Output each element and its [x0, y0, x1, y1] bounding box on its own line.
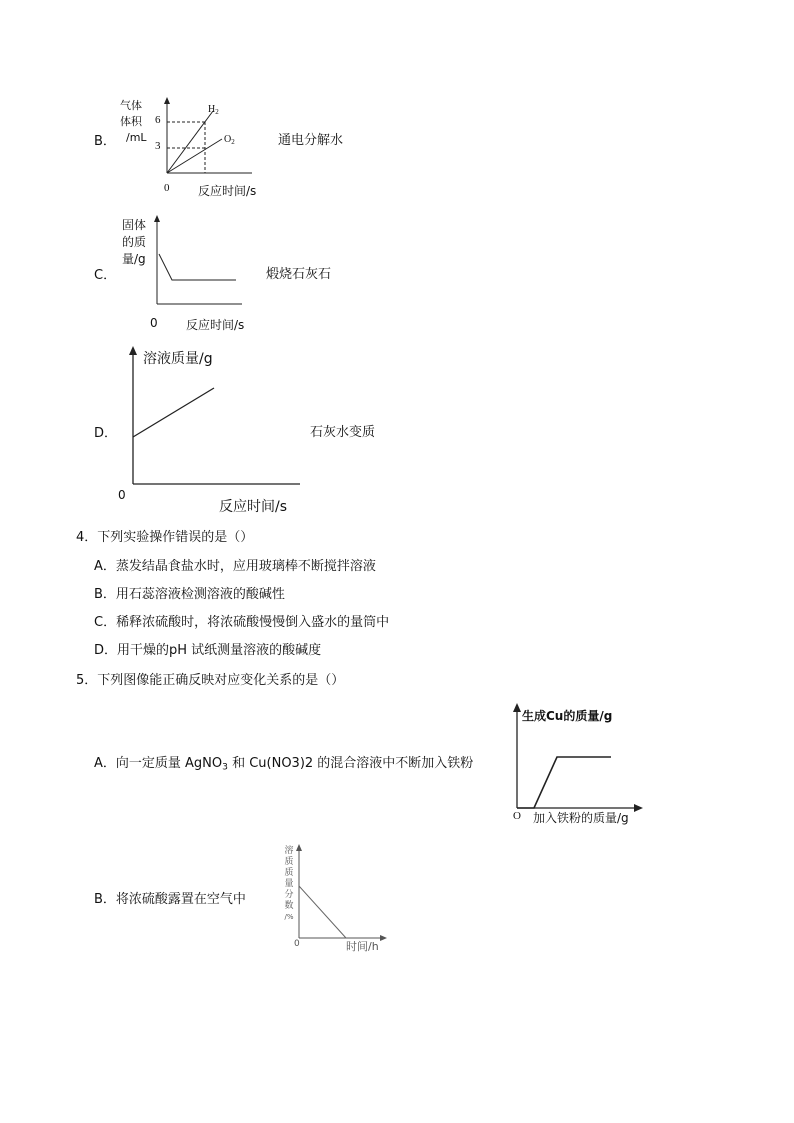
chart-q5a-x-arrow: [634, 804, 643, 812]
chart-c-ylabel-line: 量/g: [122, 252, 146, 266]
chart-q5b-y-arrow: [296, 844, 302, 851]
chart-c-xlabel: 反应时间/s: [186, 318, 245, 332]
q4-option-a: A．蒸发结晶食盐水时，应用玻璃棒不断搅拌溶液: [94, 559, 376, 574]
chart-q5b-xlabel: 时间/h: [346, 940, 379, 953]
chart-b-ylabel-line: 气体: [120, 99, 142, 112]
chart-q5b-x-arrow: [380, 935, 387, 941]
chart-q5b-concentration: [294, 840, 388, 940]
chart-b-h2-line: [167, 111, 213, 173]
chart-b-xlabel: 反应时间/s: [198, 184, 257, 198]
q5-option-b: B．将浓硫酸露置在空气中: [94, 892, 246, 907]
chart-q5a-origin: O: [513, 810, 521, 822]
chart-b-ylabel: [120, 98, 147, 146]
chart-c-ylabel: [122, 217, 146, 268]
chart-q5b-ylabel-char: 数: [284, 901, 294, 911]
chart-b-ylabel-line: 体积: [120, 115, 142, 128]
chart-q5a-y-arrow: [513, 703, 521, 712]
chart-d-xlabel: 反应时间/s: [219, 499, 288, 515]
chart-b-o2-label: $O_2$: [224, 134, 235, 146]
chart-d-origin: 0: [118, 488, 126, 502]
q5-stem: 5．下列图像能正确反映对应变化关系的是（）: [76, 673, 345, 688]
option-d-letter: D．: [94, 426, 118, 441]
chart-q5a-ylabel: 生成Cu的质量/g: [522, 709, 613, 723]
q4-option-c: C．稀释浓硫酸时，将浓硫酸慢慢倒入盛水的量筒中: [94, 615, 390, 630]
chart-b-tick-3: 3: [155, 140, 161, 152]
chart-b-ylabel-line: /mL: [126, 131, 147, 144]
option-d-caption: 石灰水变质: [310, 425, 376, 440]
chart-q5a-line: [517, 757, 611, 808]
chart-b-electrolysis: [150, 95, 260, 185]
chart-q5a-xlabel: 加入铁粉的质量/g: [533, 811, 629, 825]
chart-c-line: [159, 254, 236, 280]
option-b-caption: 通电分解水: [278, 133, 344, 148]
option-c-letter: C．: [94, 268, 117, 283]
chart-c-limestone: [150, 212, 250, 312]
chart-b-o2-line: [167, 139, 222, 173]
option-c-caption: 煅烧石灰石: [266, 267, 332, 282]
chart-b-y-arrow: [164, 97, 170, 104]
chart-q5b-ylabel-char: 分: [284, 890, 294, 900]
q4-option-b: B．用石蕊溶液检测溶液的酸碱性: [94, 587, 285, 602]
option-b-letter: B．: [94, 134, 116, 149]
chart-b-h2-label: $H_2$: [208, 104, 219, 116]
chart-d-y-arrow: [129, 346, 137, 355]
chart-q5b-ylabel-char: 质: [284, 868, 294, 878]
chart-b-tick-6: 6: [155, 114, 161, 126]
chart-c-ylabel-line: 的质: [122, 235, 147, 249]
q4-stem: 4．下列实验操作错误的是（）: [76, 530, 254, 545]
chart-q5b-line: [299, 886, 346, 938]
chart-q5b-origin: 0: [294, 939, 300, 949]
chart-b-origin: 0: [164, 182, 170, 194]
chart-d-ylabel: 溶液质量/g: [143, 351, 213, 367]
chart-c-ylabel-line: 固体: [122, 218, 147, 232]
chart-q5b-ylabel-char: 质: [284, 857, 294, 867]
chart-d-line: [133, 388, 214, 437]
chart-q5b-ylabel-char: 溶: [284, 846, 294, 856]
q5-option-a: A．向一定质量 AgNO$_3$ 和 Cu(NO3)2 的混合溶液中不断加入铁粉: [94, 756, 474, 773]
chart-c-y-arrow: [154, 215, 160, 222]
chart-q5b-ylabel-char: /%: [284, 913, 294, 921]
q4-option-d: D．用干燥的pH 试纸测量溶液的酸碱度: [94, 643, 322, 658]
chart-c-origin: 0: [150, 316, 158, 330]
chart-q5b-ylabel-char: 量: [284, 879, 294, 889]
